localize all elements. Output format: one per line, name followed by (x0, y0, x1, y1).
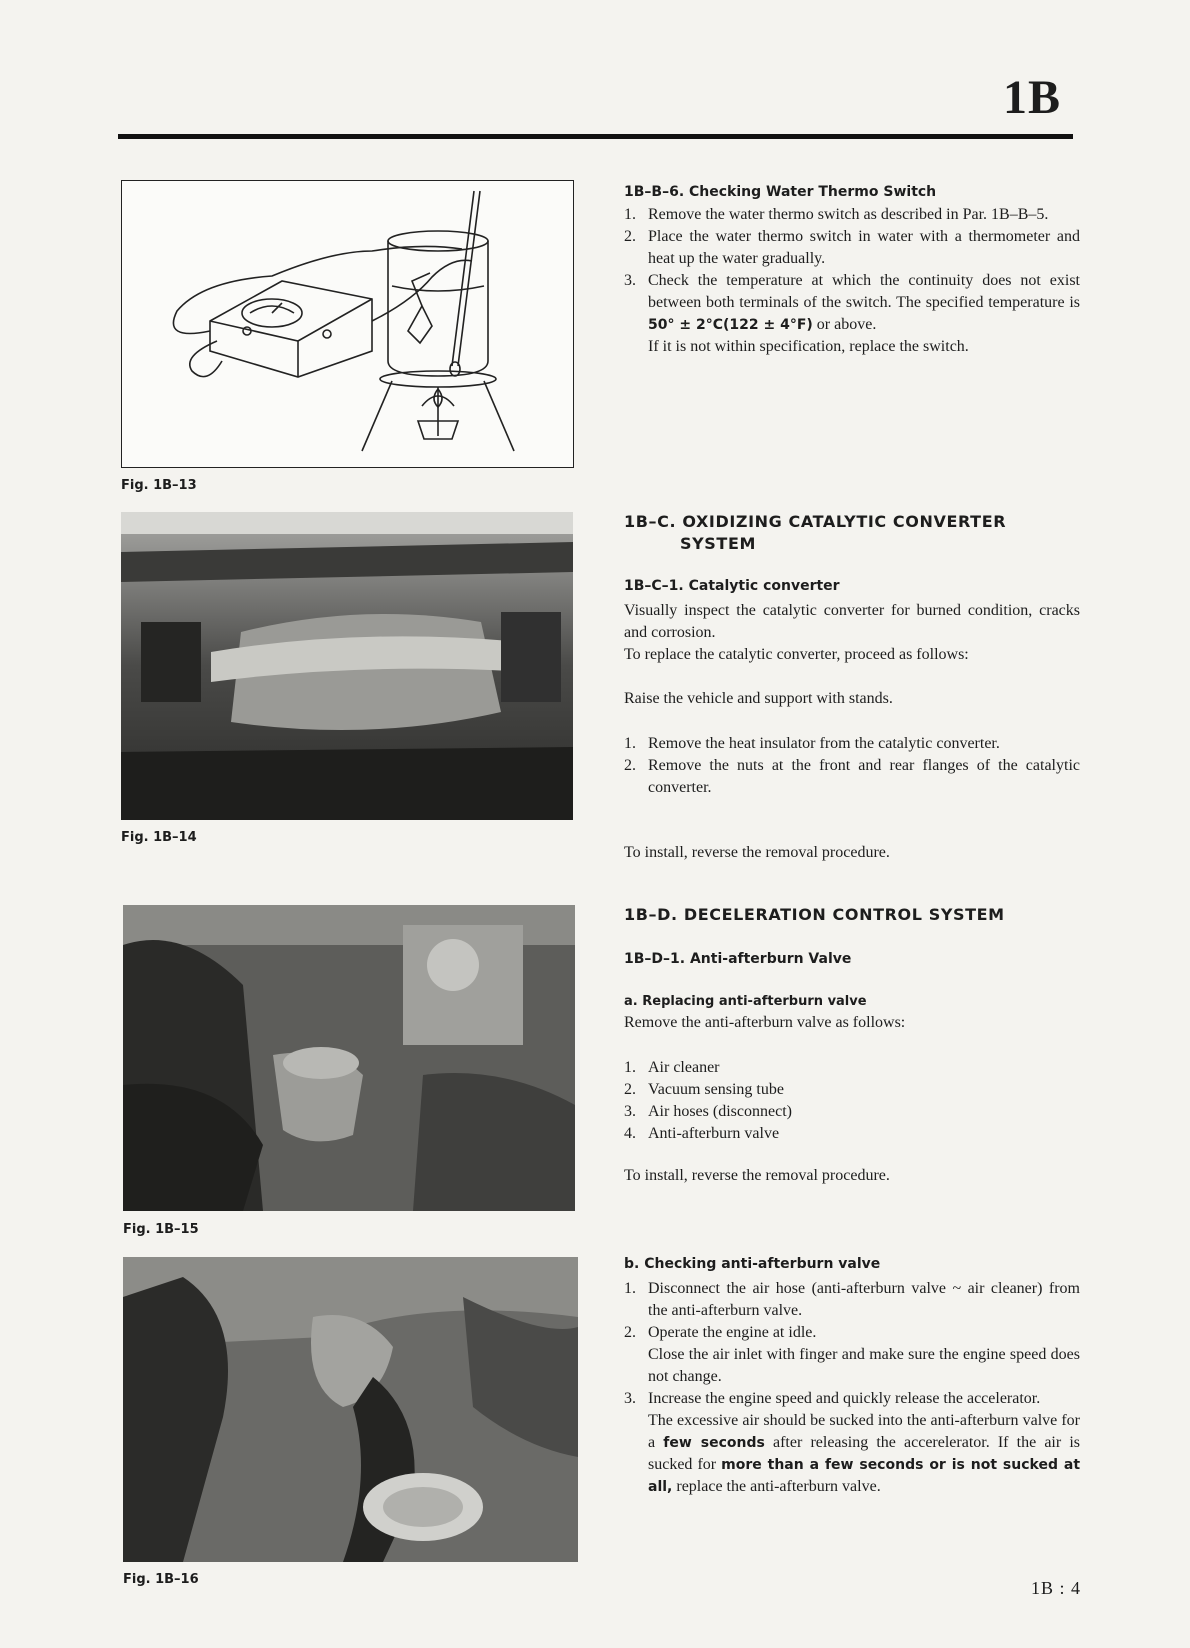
heading-checking-valve: b. Checking anti-afterburn valve (624, 1256, 881, 1272)
list-item: 2. Vacuum sensing tube (624, 1081, 784, 1098)
list-item: 1. Disconnect the air hose (anti-afterburn valve ~ air cleaner) from the anti-afterburn valve. (624, 1280, 1080, 1319)
paragraph-install-valve: To install, reverse the removal procedure. (624, 1167, 890, 1184)
paragraph-replace-intro: To replace the catalytic converter, proceed as follows: (624, 646, 969, 663)
list-thermo-switch-steps (624, 204, 1080, 358)
figure-engine-bay-photo (123, 905, 575, 1211)
heading-1b-c-1: 1B–C–1. Catalytic converter (624, 578, 840, 594)
list-item: 2. Operate the engine at idle. Close the air inlet with finger and make sure the engine speed does not change. (624, 1324, 1080, 1385)
catalytic-converter-photo (121, 512, 573, 820)
list-checking-steps (624, 1278, 1080, 1498)
caption-fig-1b-15: Fig. 1B–15 (123, 1222, 199, 1237)
list-item: 3. Increase the engine speed and quickly release the accelerator. The excessive air should be sucked into the anti-afterburn valve for a few seconds after releasing the accerelerator. If the air is sucked for more than a few seconds or is not sucked at all, replace the anti-afterburn valve. (624, 1390, 1081, 1495)
caption-fig-1b-16: Fig. 1B–16 (123, 1572, 199, 1587)
figure-catalytic-converter-photo (121, 512, 573, 820)
paragraph-raise-vehicle: Raise the vehicle and support with stands. (624, 690, 893, 707)
figure-thermo-switch-test (121, 180, 574, 468)
list-item: 2. Place the water thermo switch in water with a thermometer and heat up the water gradually. (624, 228, 1080, 267)
heading-1b-c-line2: SYSTEM (680, 534, 756, 553)
header-rule (118, 134, 1073, 139)
figure-anti-afterburn-valve-photo (123, 1257, 578, 1562)
heading-1b-c-line1: 1B–C. OXIDIZING CATALYTIC CONVERTER (624, 512, 1007, 531)
heading-1b-d: 1B–D. DECELERATION CONTROL SYSTEM (624, 905, 1005, 924)
anti-afterburn-valve-photo (123, 1257, 578, 1562)
temperature-spec: 50° ± 2°C(122 ± 4°F) (648, 317, 813, 333)
chapter-tab: 1B (1003, 71, 1062, 124)
paragraph-inspect: Visually inspect the catalytic converter for burned condition, cracks and corrosion. (624, 602, 1080, 641)
page-number: 1B : 4 (1031, 1578, 1082, 1598)
paragraph-remove-valve-intro: Remove the anti-afterburn valve as follows: (624, 1014, 906, 1031)
heading-1b-d-1: 1B–D–1. Anti-afterburn Valve (624, 951, 852, 967)
list-item: 1. Remove the water thermo switch as described in Par. 1B–B–5. (624, 206, 1049, 223)
list-removal-parts (624, 1057, 1080, 1145)
spec-note: If it is not within specification, replace the switch. (648, 338, 969, 355)
list-item: 3. Check the temperature at which the continuity does not exist between both terminals of the switch. The specified temperature is 50° ± 2°C(122 ± 4°F) or above. If it is not within specification, replace the switch. (624, 272, 1080, 355)
caption-fig-1b-14: Fig. 1B–14 (121, 830, 197, 845)
list-item: 1. Air cleaner (624, 1059, 720, 1076)
heading-1b-b-6: 1B–B–6. Checking Water Thermo Switch (624, 184, 937, 200)
thermo-switch-test-illustration (122, 181, 573, 467)
engine-bay-photo (123, 905, 575, 1211)
list-item: 4. Anti-afterburn valve (624, 1125, 780, 1142)
paragraph-install-converter: To install, reverse the removal procedure. (624, 844, 890, 861)
list-converter-steps (624, 733, 1080, 799)
heading-replacing-valve: a. Replacing anti-afterburn valve (624, 994, 867, 1009)
caption-fig-1b-13: Fig. 1B–13 (121, 478, 197, 493)
list-item: 2. Remove the nuts at the front and rear flanges of the catalytic converter. (624, 757, 1080, 796)
list-item: 3. Air hoses (disconnect) (624, 1103, 792, 1120)
list-item: 1. Remove the heat insulator from the catalytic converter. (624, 735, 1000, 752)
